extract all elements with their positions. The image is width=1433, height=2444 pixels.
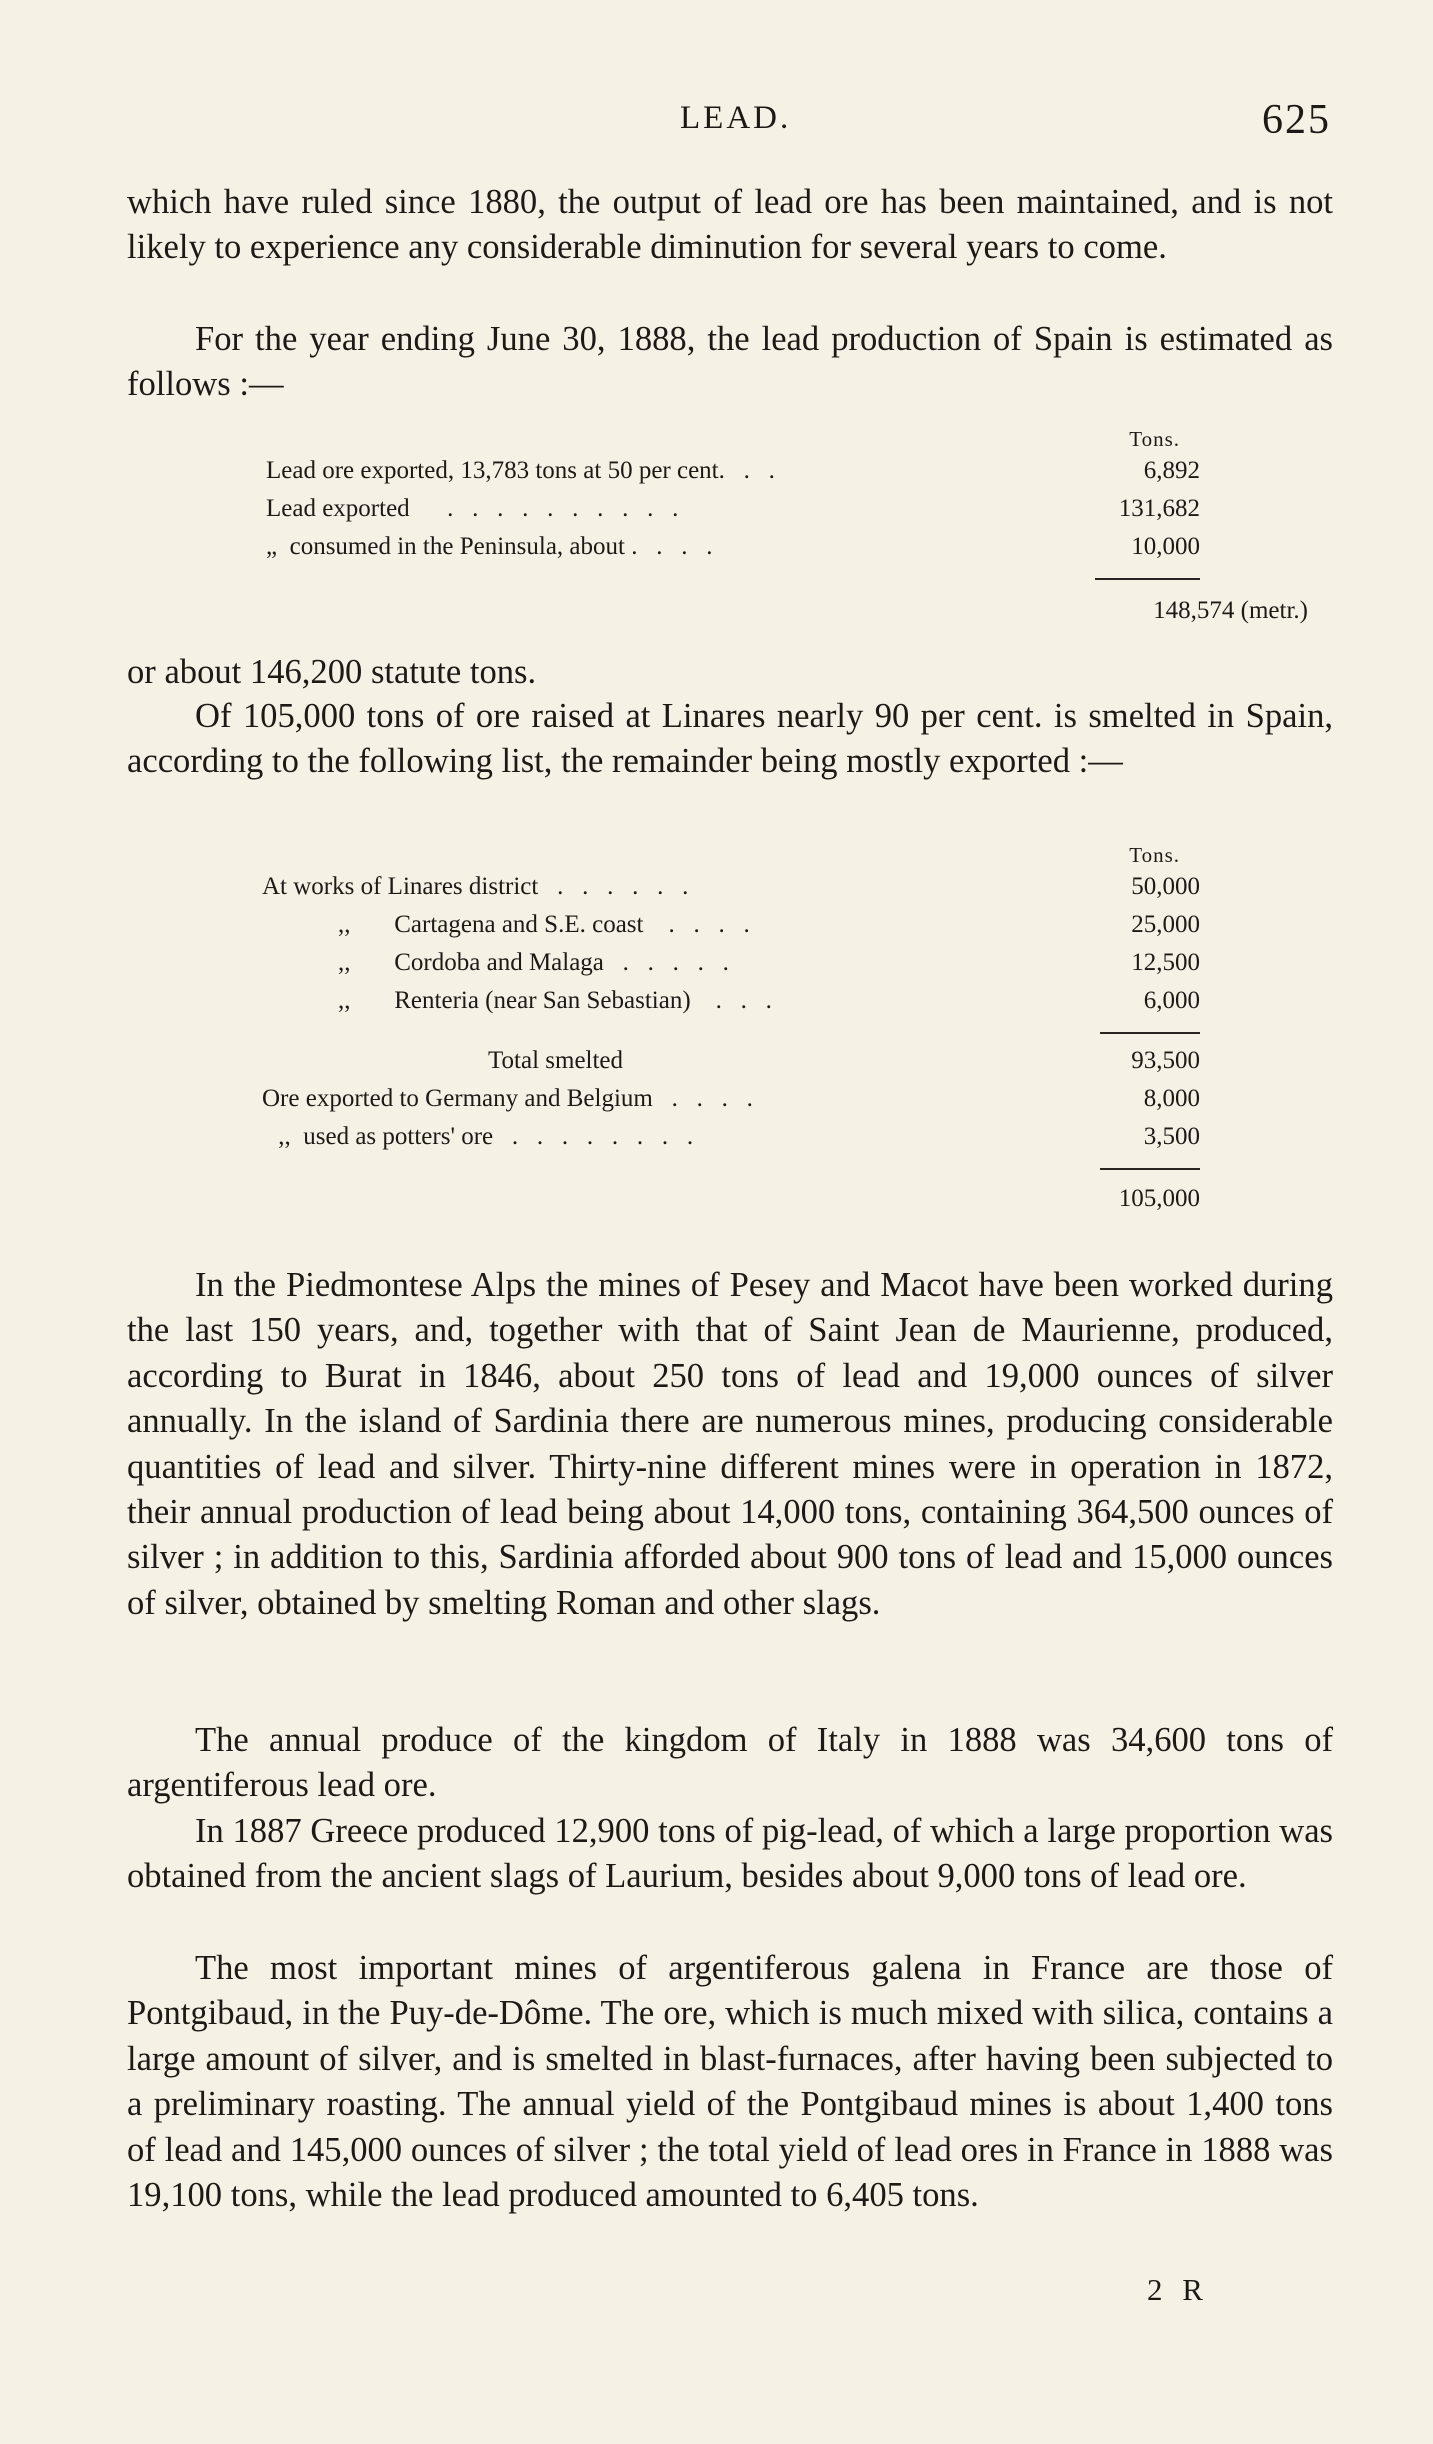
row-label: ,, Cordoba and Malaga . . . . . [338, 949, 729, 976]
row-value: 50,000 [1131, 873, 1200, 900]
paragraph-spain-intro: For the year ending June 30, 1888, the lead production of Spain is estimated as follows :— [127, 320, 1333, 404]
table-unit-header: Tons. [1129, 843, 1180, 867]
total-rule [1100, 1168, 1200, 1170]
table-row [262, 982, 1200, 1020]
table-row [266, 452, 1200, 490]
table-row [262, 944, 1200, 982]
paragraph-italy: The annual produce of the kingdom of Italy in 1888 was 34,600 tons of argentiferous lead ore. [127, 1721, 1333, 1805]
row-value: 6,000 [1143, 987, 1200, 1014]
running-head [0, 97, 1433, 150]
signature-mark: 2 R [1147, 2272, 1209, 2307]
table-row [262, 1080, 1200, 1118]
row-value: 6,892 [1143, 457, 1200, 484]
row-label: ,, Cartagena and S.E. coast . . . . [338, 911, 750, 938]
row-value: 131,682 [1118, 495, 1200, 522]
row-label: Ore exported to Germany and Belgium . . . . [262, 1085, 753, 1112]
paragraph-continuation: which have ruled since 1880, the output of lead ore has been maintained, and is not likely to experience any considerable diminution for several years to come. [127, 183, 1333, 267]
row-label: At works of Linares district . . . . . . [262, 873, 689, 900]
linares-smelting-table [262, 838, 1200, 1218]
table-row [262, 1118, 1200, 1156]
table-row [266, 528, 1200, 566]
row-value: 3,500 [1143, 1123, 1200, 1150]
row-value: 8,000 [1143, 1085, 1200, 1112]
paragraph-statute-tons: or about 146,200 statute tons. [127, 653, 537, 691]
total-rule [1095, 578, 1200, 580]
paragraph-greece: In 1887 Greece produced 12,900 tons of pig-lead, of which a large proportion was obtained from the ancient slags of Laurium, besides about 9,000 tons of lead ore. [127, 1812, 1333, 1896]
table-total: 105,000 [1118, 1185, 1200, 1212]
row-label: ,, used as potters' ore . . . . . . . . [272, 1123, 694, 1150]
table-unit-header: Tons. [1129, 427, 1180, 451]
paragraph-piedmont-sardinia: In the Piedmontese Alps the mines of Pesey and Macot have been worked during the last 150 years, and, together with that of Saint Jean de Maurienne, produced, according to Burat in 1846, about 250 tons of lead and 19,000 ounces of silver annually. In the island of Sardinia there are numerous mines, producing considerable quantities of lead and silver. Thirty-nine different mines were in operation in 1872, their annual production of lead being about 14,000 tons, containing 364,500 ounces of silver ; in addition to this, Sardinia afforded about 900 tons of lead and 15,000 ounces of silver, obtained by smelting Roman and other slags. [127, 1266, 1333, 1622]
row-value: 12,500 [1131, 949, 1200, 976]
row-label: Lead ore exported, 13,783 tons at 50 per cent. . . [266, 457, 775, 484]
table-row [262, 906, 1200, 944]
page-number: 625 [1262, 97, 1331, 143]
table-total: 148,574 (metr.) [1153, 597, 1308, 624]
subtotal-rule [1100, 1032, 1200, 1034]
subtotal-label: Total smelted [488, 1047, 624, 1074]
paragraph-france: The most important mines of argentiferous galena in France are those of Pontgibaud, in the Puy-de-Dôme. The ore, which is much mixed with silica, contains a large amount of silver, and is smelted in blast-furnaces, after having been subjected to a preliminary roasting. The annual yield of the Pontgibaud mines is about 1,400 tons of lead and 145,000 ounces of silver ; the total yield of lead ores in France in 1888 was 19,100 tons, while the lead produced amounted to 6,405 tons. [127, 1949, 1333, 2215]
spain-production-table [266, 422, 1308, 628]
subtotal-value: 93,500 [1131, 1047, 1200, 1074]
table-row [262, 868, 1200, 906]
row-label: „ consumed in the Peninsula, about . . . . [266, 533, 713, 560]
table-row-subtotal [262, 1042, 1200, 1080]
row-value: 10,000 [1131, 533, 1200, 560]
paragraph-linares-intro: Of 105,000 tons of ore raised at Linares nearly 90 per cent. is smelted in Spain, according to the following list, the remainder being mostly exported :— [127, 697, 1333, 781]
row-label: Lead exported . . . . . . . . . . [266, 495, 679, 522]
running-title: LEAD. [680, 100, 792, 136]
row-value: 25,000 [1131, 911, 1200, 938]
row-label: ,, Renteria (near San Sebastian) . . . [338, 987, 772, 1014]
table-row [266, 490, 1200, 528]
